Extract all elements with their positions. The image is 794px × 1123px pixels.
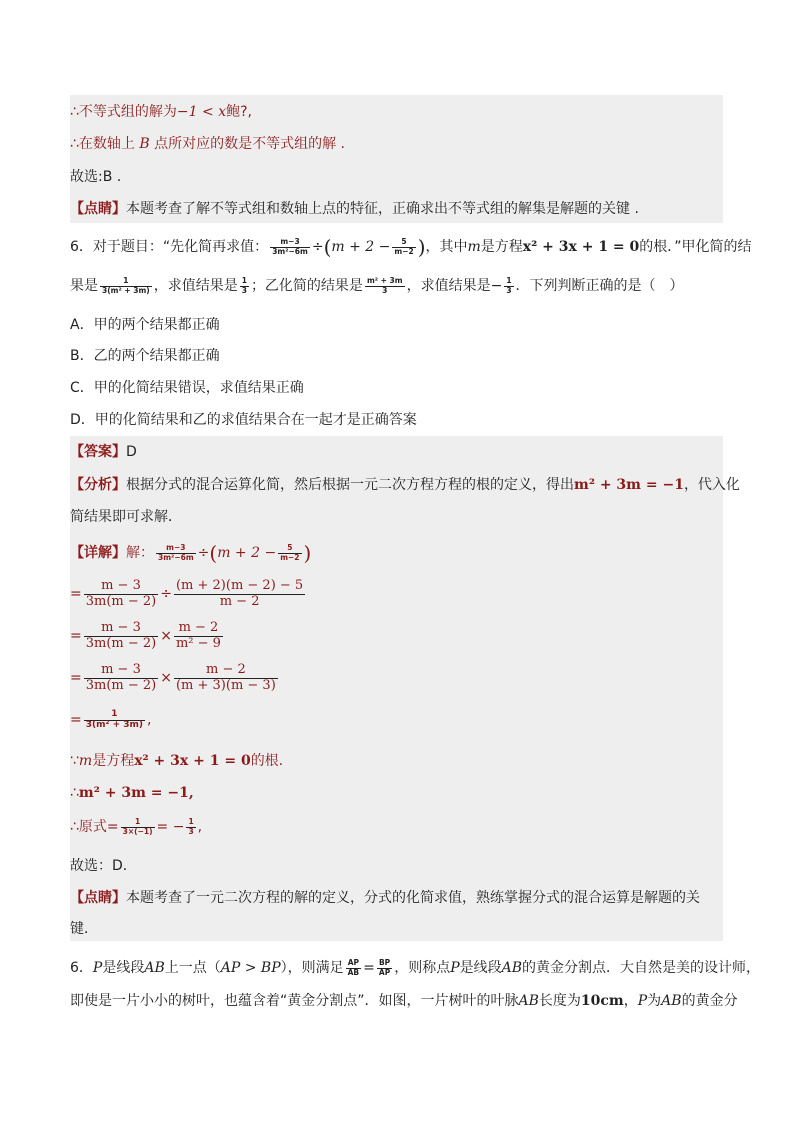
question-7-line-1: 6．P是线段AB上一点（AP > BP），则满足 $\frac{AP}{AB}$ = $\frac{BP}{AP}$ ，则称点P是线段AB的黄金分割点．大自然是美的设计师，	[70, 958, 761, 977]
question-6-stem-line-1: 6．对于题目：“先化简再求值： $\frac{m-3}{\text{3m²−6m}}$ ÷(m + 2 − $\frac{5}{m-2}$ )，其中m是方程x² + 3x + 1 = 0的根．”甲化简的结	[70, 235, 752, 259]
step-1: = $\frac{m - 3}{3m(m - 2)}$ ÷ $\frac{(m + 2)(m - 2) - 5}{m - 2}$	[70, 578, 304, 609]
answer-line: 【答案】D	[70, 444, 137, 460]
step-2: = $\frac{m - 3}{3m(m - 2)}$ × $\frac{m - 2}{\text{m² − 9}}$	[70, 620, 221, 651]
analysis-line-2: 简结果即可求解．	[70, 509, 182, 525]
comment-line-1: 【点睛】本题考查了一元二次方程的解的定义，分式的化简求值，熟练掌握分式的混合运算是解题的关	[70, 890, 700, 906]
yi-value-fraction: $\frac{1}{3}$	[506, 276, 512, 295]
option-d: D．甲的化简结果和乙的求值结果合在一起才是正确答案	[70, 412, 417, 428]
prev-line-2: ∴在数轴上 B 点所对应的数是不等式组的解 .	[70, 136, 346, 152]
therefore-line: ∴m² + 3m = −1,	[70, 785, 194, 801]
jia-fraction: $\frac{1}{\text{3(m² + 3m)}}$	[102, 276, 150, 295]
option-b: B．乙的两个结果都正确	[70, 348, 220, 364]
choose-line: 故选：D．	[70, 858, 137, 874]
because-line: ∵m是方程x² + 3x + 1 = 0的根.	[70, 753, 284, 769]
jia-value-fraction: $\frac{1}{3}$	[241, 276, 247, 295]
prev-line-1: ∴不等式组的解为−1 < x鲍?,	[70, 104, 252, 120]
expr-fraction: $\frac{m-3}{\text{3m²−6m}}$	[272, 237, 308, 256]
analysis-line-1: 【分析】根据分式的混合运算化简，然后根据一元二次方程方程的根的定义，得出m² + 3m = −1，代入化	[70, 477, 740, 493]
prev-answer: 故选:B .	[70, 169, 122, 185]
result-line: ∴原式= $\frac{1}{3\times(-1)}$ = − $\frac{1}{3}$ ,	[70, 817, 203, 836]
comment-line-2: 键．	[70, 921, 98, 937]
step-3: = $\frac{m - 3}{3m(m - 2)}$ × $\frac{m - 2}{(m + 3)(m - 3)}$	[70, 662, 276, 693]
question-6-stem-line-2: 果是 $\frac{1}{\text{3(m² + 3m)}}$ ，求值结果是 $\frac{1}{3}$ ；乙化简的结果是 $\frac{\text{m² + 3m}}{3}$ ，求值结果是− $\frac{1}{3}$ ．下列判断正确的是（ ）	[70, 276, 684, 295]
question-7-line-2: 即使是一片小小的树叶，也蕴含着“黄金分割点”．如图，一片树叶的叶脉AB长度为10cm，P为AB的黄金分	[70, 993, 738, 1009]
detail-line: 【详解】解： $\frac{m-3}{\text{3m²−6m}}$ ÷(m + 2 − $\frac{5}{m-2}$ )	[70, 541, 312, 565]
detail-fraction: $\frac{m-3}{\text{3m²−6m}}$	[158, 543, 194, 562]
option-a: A．甲的两个结果都正确	[70, 317, 220, 333]
prev-comment: 【点睛】本题考查了解不等式组和数轴上点的特征，正确求出不等式组的解集是解题的关键 .	[70, 201, 639, 217]
inner-fraction: $\frac{5}{m-2}$	[394, 237, 414, 256]
step-4: = $\frac{1}{\text{3(m² + 3m)}}$ ,	[70, 708, 152, 730]
option-c: C．甲的化简结果错误，求值结果正确	[70, 380, 304, 396]
yi-fraction: $\frac{\text{m² + 3m}}{3}$	[366, 276, 403, 295]
